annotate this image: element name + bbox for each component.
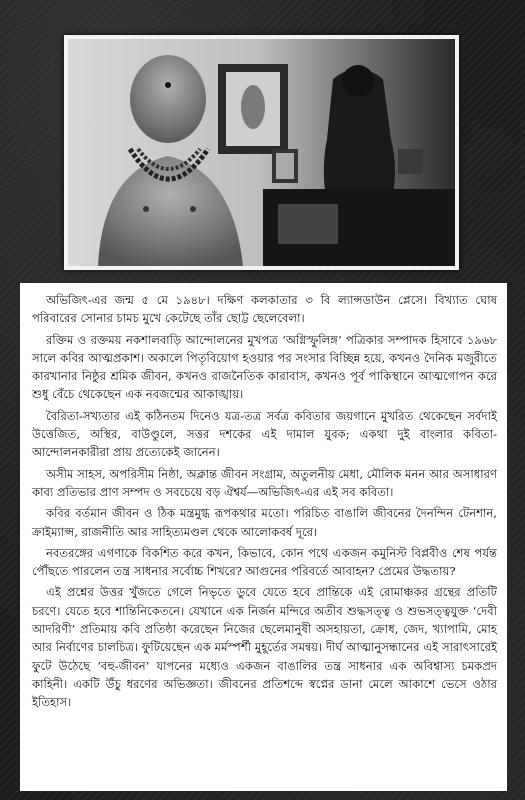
biography-paragraph: রক্তিম ও রক্তময় নকশালবাড়ি আন্দোলনের মুখপত্র ‘অগ্নিস্ফুলিঙ্গ’ পত্রিকার সম্পাদক হিসাবে ১৯৬৮ সালে কবির আত্মপ্রকাশ। অকালে পিতৃবিয়োগ হওয়ার পর সংসার বিচ্ছিন্ন হয়ে, কখনও দৈনিক মজুরীতে কারখানার নিষ্ঠুর শ্রমিক জীবন, কখনও রাজনৈতিক কারাবাস, কখনও পূর্ব পাকিস্থানে আত্মগোপন করে শুধু বেঁচে থেকেছেন এক নবজন্মের আকাঙ্খায়। [32, 332, 497, 402]
author-photo [64, 35, 459, 270]
author-portrait-image [68, 39, 455, 266]
biography-paragraph: এই প্রশ্নের উত্তর খুঁজতে গেলে নিভৃতে ডুবে যেতে হবে প্রান্তিকে এই রোমাঞ্চকর গ্রন্থের প্রতিটি চরণে। যেতে হবে শান্তিনিকেতনে। যেখানে এক নির্জন মন্দিরে অতীব শুদ্ধসত্ত্ব ও শুভসত্ত্বযুক্ত ‘দেবী আদরিণী’ প্রতিমায় কবি প্রতিষ্ঠা করেছেন নিজের ছেলেমানুষী অসহায়তা, ক্রোধ, জেদ, খ্যাপামি, মোহ আর নির্বাণের চালচিত্র। ফুটিয়েছেন এক মর্মস্পর্শী মুহূর্তের সমন্বয়। দীর্ঘ আত্মানুসন্ধানের এই সারাৎসারেই ফুটে উঠেছে ‘বহু-জীবন’ যাপনের মধ্যেও একজন বাঙালির তন্ত্র সাধনার এক অবিশ্বাস্য চমকপ্রদ কাহিনী। একটি উঁচু ধরণের অভিজ্ঞতা। জীবনের প্রতিশব্দে স্বপ্নের ডানা মেলে আকাশে ভেসে ওঠার ইতিহাস। [32, 585, 497, 710]
biography-paragraph: অসীম সাহস, অপরিসীম নিষ্ঠা, অক্লান্ত জীবন সংগ্রাম, অতুলনীয় মেধা, মৌলিক মনন আর অসাধারণ কাব্য প্রতিভার প্রাণ সম্পদ ও সবচেয়ে বড় ঐশ্বর্য—অভিজিৎ-এর এই সব কবিতা। [32, 466, 497, 499]
biography-paragraph: নবতরঙ্গের এগণাকে বিকশিত করে কখন, কিভাবে, কোন পথে একজন কমুনিস্ট বিপ্লবীও শেষ পর্যন্ত পৌঁছতে পারলেন তন্ত্র সাধনার সর্বোচ্চ শিখরে? আগুনের পরিবর্তে আবাহন? প্রেমের উদ্ধতায়? [32, 545, 497, 579]
biography-paragraph: কবির বর্তমান জীবন ও ঠিক মন্ত্রমুগ্ধ রূপকথার মতো। পরিচিত বাঙালি জীবনের দৈনন্দিন টেনশান, ক্রাইম্যাপ্স, রাজনীতি আর সাহিত্যমণ্ডল থেকে আলোকবর্ষ দূরে। [32, 506, 497, 539]
biography-paragraph: অভিজিৎ-এর জন্ম ৫ মে ১৯৪৮। দক্ষিণ কলকাতার ৩ বি ল্যান্সডাউন প্লেসে। বিখ্যাত ঘোষ পরিবারের সোনার চামচ মুখে কেটেছে তাঁর ছোট্ট ছেলেবেলা। [32, 293, 497, 326]
biography-paragraph: বৈরিতা-সখ্যতার এই কঠিনতম দিনেও যত্র-তত্র সর্বত্র কবিতার জয়গানে মুখরিত থেকেছেন সর্বদাই উত্তেজিত, অস্থির, বাউণ্ডুলে, সত্তর দশকের এই দামাল যুবক; একথা দুই বাংলার কবিতা-আন্দোলনকারীরা প্রায় প্রত্যেকেই জানেন। [32, 408, 497, 460]
biography-text-panel [20, 283, 507, 791]
